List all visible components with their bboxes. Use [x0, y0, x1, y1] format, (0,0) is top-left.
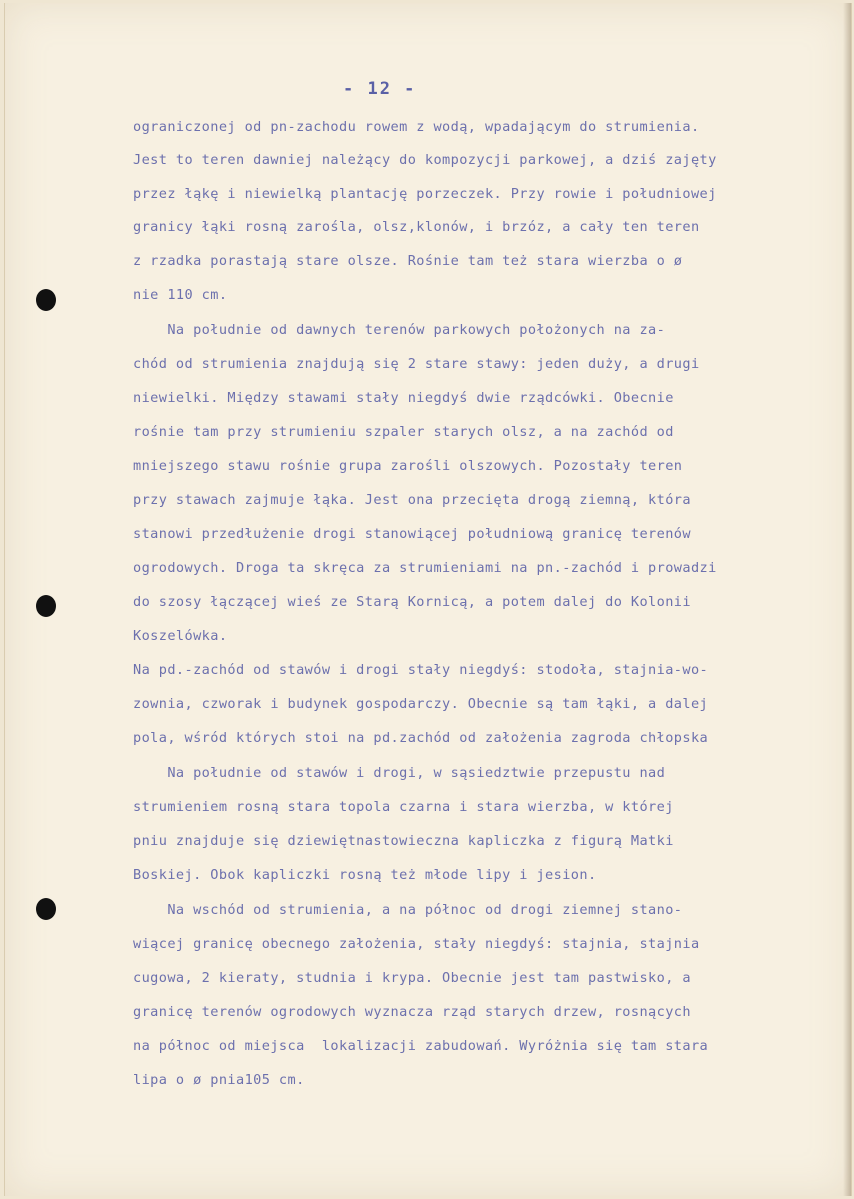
text-line: Na południe od stawów i drogi, w sąsiedztwie przepustu nad	[133, 765, 666, 781]
text-line: ograniczonej od pn-zachodu rowem z wodą, wpadającym do strumienia.	[133, 119, 700, 135]
text-line: Na wschód od strumienia, a na północ od drogi ziemnej stano-	[133, 902, 683, 918]
text-line: Jest to teren dawniej należący do kompozycji parkowej, a dziś zajęty	[133, 152, 717, 168]
binder-hole-bottom	[36, 898, 56, 920]
text-line: cugowa, 2 kieraty, studnia i krypa. Obecnie jest tam pastwisko, a	[133, 970, 691, 986]
text-line: nie 110 cm.	[133, 287, 228, 303]
text-line: Na południe od dawnych terenów parkowych położonych na za-	[133, 322, 666, 338]
binder-hole-top	[36, 289, 56, 311]
text-line: pniu znajduje się dziewiętnastowieczna kapliczka z figurą Matki	[133, 833, 674, 849]
page-edge-shadow	[843, 3, 851, 1196]
text-line: mniejszego stawu rośnie grupa zarośli olszowych. Pozostały teren	[133, 458, 683, 474]
text-line: Koszelówka.	[133, 628, 228, 644]
text-line: rośnie tam przy strumieniu szpaler starych olsz, a na zachód od	[133, 424, 674, 440]
text-line: zownia, czworak i budynek gospodarczy. Obecnie są tam łąki, a dalej	[133, 696, 709, 712]
text-line: granicę terenów ogrodowych wyznacza rząd starych drzew, rosnących	[133, 1004, 691, 1020]
text-line: przy stawach zajmuje łąka. Jest ona przecięta drogą ziemną, która	[133, 492, 691, 508]
text-line: granicy łąki rosną zarośla, olsz,klonów, i brzóz, a cały ten teren	[133, 219, 700, 235]
text-line: Boskiej. Obok kapliczki rosną też młode lipy i jesion.	[133, 867, 597, 883]
text-line: chód od strumienia znajdują się 2 stare stawy: jeden duży, a drugi	[133, 356, 700, 372]
binder-hole-middle	[36, 595, 56, 617]
text-line: pola, wśród których stoi na pd.zachód od założenia zagroda chłopska	[133, 730, 709, 746]
text-line: stanowi przedłużenie drogi stanowiącej południową granicę terenów	[133, 526, 691, 542]
document-page	[4, 3, 852, 1196]
text-line: na północ od miejsca lokalizacji zabudowań. Wyróżnia się tam stara	[133, 1038, 709, 1054]
text-line: z rzadka porastają stare olsze. Rośnie tam też stara wierzba o ø	[133, 253, 683, 269]
text-line: do szosy łączącej wieś ze Starą Kornicą, a potem dalej do Kolonii	[133, 594, 691, 610]
page-number: - 12 -	[343, 79, 417, 99]
text-line: przez łąkę i niewielką plantację porzeczek. Przy rowie i południowej	[133, 186, 717, 202]
text-line: Na pd.-zachód od stawów i drogi stały niegdyś: stodoła, stajnia-wo-	[133, 662, 709, 678]
text-line: lipa o ø pnia105 cm.	[133, 1072, 305, 1088]
text-line: ogrodowych. Droga ta skręca za strumieniami na pn.-zachód i prowadzi	[133, 560, 717, 576]
text-line: niewielki. Między stawami stały niegdyś dwie rządcówki. Obecnie	[133, 390, 674, 406]
text-line: wiącej granicę obecnego założenia, stały niegdyś: stajnia, stajnia	[133, 936, 700, 952]
text-line: strumieniem rosną stara topola czarna i stara wierzba, w której	[133, 799, 674, 815]
